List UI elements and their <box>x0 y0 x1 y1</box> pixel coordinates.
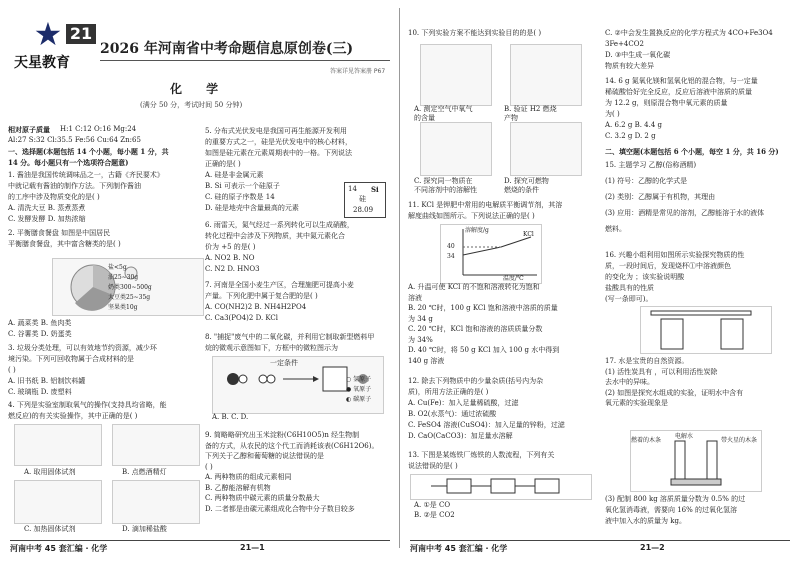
section2-header: 二、填空题(本题包括 6 个小题，每空 1 分，共 16 分) <box>605 147 779 156</box>
brand-logo <box>14 16 96 72</box>
q8-legend-o: ● 氧原子 <box>346 386 372 393</box>
q8-condition: 一定条件 <box>270 359 298 367</box>
lq9-line: A. 两种物质的组成元素相同 <box>205 473 292 481</box>
rq12-line: A. Cu(Fe)：加入足量稀硫酸，过滤 <box>408 399 519 407</box>
lq4-line: 4. 下列是实验室制取氧气的操作(支持具均省略，能 <box>8 401 167 409</box>
rq15-line: 燃料。 <box>605 225 626 233</box>
q17-electrolysis-figure <box>630 430 762 492</box>
q13-flow-diagram <box>410 474 592 500</box>
plate-amount: 油25~30g <box>108 274 139 281</box>
si-number: 14 <box>348 185 357 193</box>
si-mass: 28.09 <box>353 206 374 214</box>
rq13c-line: 物质有较大差异 <box>605 62 654 70</box>
q8-options: A. B. C. D. <box>212 413 249 421</box>
rq13o-line: B. ②是 CO2 <box>414 511 455 519</box>
lq5-line: 如图是硅元素在元素周期表中的一格。下列说法 <box>205 149 352 157</box>
footer-right <box>410 540 790 555</box>
q10-figure-d <box>510 122 582 176</box>
section1-header-1: 一、选择题(本题包括 14 个小题，每小题 1 分，共 <box>8 147 169 156</box>
q10-figure-b <box>510 44 582 106</box>
chart-tick-40: 40 <box>447 243 455 250</box>
lq9-line: B. 乙醇能溶解有机物 <box>205 483 271 492</box>
lq5-line: 正确的是( ) <box>205 160 241 168</box>
lq3-line: A. 旧书纸 B. 铝制饮料罐 <box>8 377 86 385</box>
lq8-line: 8. "捕捉"废气中的二氧化碳，并利用它制取新型燃料甲 <box>205 333 375 341</box>
rq11-line: 11. KCl 是钾肥中常用的电解质平衡调节剂，其溶 <box>408 201 563 209</box>
lq3-line: C. 玻璃瓶 D. 废塑料 <box>8 388 72 396</box>
plate-amount: 奶类300~500g <box>108 284 152 291</box>
q4-option-a: A. 取用固体试剂 <box>24 468 76 476</box>
q10-opt-b1: B. 验证 H2 燃烧 <box>504 105 557 113</box>
rq14-line: 为( ) <box>605 110 620 118</box>
rq13-line: 说法错误的是( ) <box>408 462 458 470</box>
subject-title: 化 学 <box>170 82 229 96</box>
rq11o-line: 溶液 <box>408 293 422 302</box>
q2-option: A. 蔬菜类 B. 鱼肉类 <box>8 319 72 327</box>
chart-xlabel: 温度/℃ <box>503 275 524 282</box>
lq7-line: A. CO(NH2)2 B. NH4H2PO4 <box>205 303 307 311</box>
section1-header-2: 14 分。每小题只有一个选项符合题意) <box>8 158 129 167</box>
star-icon: ★ <box>33 15 63 53</box>
rq17-line: (1) 活性炭具有 ，可以利用活性炭除 <box>605 367 718 376</box>
lq9-line: 备的方式，从农民的这个代工而消耗该表(C6H12O6)。 <box>205 441 379 450</box>
lq6-line: 转化过程中会涉及下列物质，其中氮元素化合 <box>205 232 345 240</box>
rq12-line: D. CaO(CaCO3)：加足量水溶解 <box>408 432 513 440</box>
q4-option-d: D. 滴加稀盐酸 <box>122 525 167 533</box>
q4-figure-a <box>14 424 102 466</box>
rq11o-line: 140 g 溶液 <box>408 356 445 365</box>
lq9-line: 下列关于乙醇和葡萄糖的说法错误的是 <box>205 452 324 460</box>
atomic-masses-2: Al:27 S:32 Cl:35.5 Fe:56 Cu:64 Zn:65 <box>8 136 141 144</box>
rq13c-line: D. ③中生成一氧化碳 <box>605 51 671 59</box>
exam-note: (满分 50 分，考试时间 50 分钟) <box>140 101 243 109</box>
rq16-line: 质，一段时间后，发现烧杯①中溶液颜色 <box>605 262 731 270</box>
rq14-line: A. 6.2 g B. 4.4 g <box>605 121 663 129</box>
lq5-line: A. 硅是非金属元素 <box>205 171 264 179</box>
rq12-line: 12. 除去下列物质中的少量杂质(括号内为杂 <box>408 377 544 385</box>
footer-page: 21—1 <box>240 543 265 552</box>
lq1-line: C. 发酵发酵 D. 加热浓缩 <box>8 215 86 223</box>
q2-option: C. 谷薯类 D. 奶蛋类 <box>8 330 72 338</box>
rq12-line: B. O2(水蒸气)：通过浓硫酸 <box>408 410 497 418</box>
footer-series: 河南中考 45 套汇编 · 化学 <box>10 544 108 553</box>
title-rule <box>100 60 390 61</box>
rq17-line: (2) 如图是探究水组成的实验，证明水中含有 <box>605 388 744 397</box>
q10-opt-d2: 燃烧的条件 <box>504 186 539 194</box>
rq12-line: 质)，所用方法正确的是( ) <box>408 388 489 396</box>
q10-figure-a <box>420 44 492 106</box>
q4-option-b: B. 点燃酒精灯 <box>122 468 167 476</box>
rq11o-line: 为 34 g <box>408 314 433 323</box>
rq11o-line: D. 40 ℃时，将 50 g KCl 加入 100 g 水中得到 <box>408 346 560 354</box>
lq9-line: C. 两种物质中碳元素的质量分数最大 <box>205 494 320 502</box>
lq5-line: D. 硅是地壳中含量最高的元素 <box>205 204 299 212</box>
chart-ylabel: 溶解度/g <box>465 227 489 234</box>
lq9-line: ( ) <box>205 462 213 471</box>
q17-part3-line: 氧化氢消毒液，需要向 16% 的过氧化氢溶 <box>605 506 738 514</box>
lq5-line: 5. 分布式光伏发电是我国可再生能源开发利用 <box>205 127 347 135</box>
answer-note: 答案详见答案册 P67 <box>330 68 386 75</box>
rq15-line: 15. 主题学习 乙醇(俗称酒精) <box>605 161 697 169</box>
lq9-line: D. 二者都是由碳元素组成化合物中分子数目较多 <box>205 504 355 513</box>
q17-part3-line: 液中加入水的质量为 kg。 <box>605 517 686 525</box>
q8-legend-h: ○ 氢原子 <box>346 376 372 383</box>
q17-part3-line: (3) 配制 800 kg 溶质质量分数为 0.5% 的过 <box>605 495 746 503</box>
lq6-line: C. N2 D. HNO3 <box>205 265 260 273</box>
rq16-line: (写一条即可)。 <box>605 295 653 303</box>
exam-title: 2026 年河南省中考命题信息原创卷(三) <box>100 41 354 57</box>
page-badge: 21 <box>66 24 96 44</box>
rq13c-line: C. ②中会发生置换反应的化学方程式为 4CO+Fe3O4 <box>605 29 773 37</box>
plate-amount: 大豆类25~35g <box>108 294 151 301</box>
footer-page-right: 21—2 <box>640 543 665 552</box>
footer-series-right: 河南中考 45 套汇编 · 化学 <box>410 544 508 553</box>
rq16-line: 16. 兴趣小组利用如图所示实验探究物质的性 <box>605 251 745 259</box>
chart-series: KCl <box>523 231 534 238</box>
lq3-line: 3. 垃圾分类处理，可以有效地节约资源，减少环 <box>8 344 157 352</box>
q10-opt-d1: D. 探究可燃物 <box>504 177 549 185</box>
rq16-line: 盐酸具有的性质 <box>605 284 654 292</box>
lq4-line: 燃反应)的有关实验操作，其中正确的是( ) <box>8 412 138 420</box>
rq11o-line: B. 20 ℃时，100 g KCl 饱和溶液中溶质的质量 <box>408 304 558 312</box>
q10-opt-c1: C. 探究同一物质在 <box>414 177 473 185</box>
rq11o-line: A. 升温可使 KCl 的不饱和溶液转化为饱和 <box>408 283 540 291</box>
q4-figure-b <box>112 424 200 466</box>
atomic-masses-1: H:1 C:12 O:16 Mg:24 <box>60 125 137 133</box>
rq14-line: 稀硫酸恰好完全反应，反应后溶液中溶质的质量 <box>605 88 752 96</box>
rq11-line: 解度曲线如图所示。下列说法正确的是( ) <box>408 212 535 220</box>
plate-amount: 盐<5g <box>108 264 127 271</box>
lq6-line: A. NO2 B. NO <box>205 254 255 262</box>
kcl-solubility-chart <box>440 224 542 284</box>
rq13o-line: A. ①是 CO <box>414 501 451 509</box>
label-glowing-stick: 带火星的木条 <box>721 437 758 444</box>
q4-figure-c <box>14 480 102 524</box>
q8-legend-c: ◐ 碳原子 <box>346 396 372 403</box>
footer-left <box>10 540 390 555</box>
q10-opt-b2: 产物 <box>504 114 518 122</box>
chart-tick-34: 34 <box>447 253 455 260</box>
right-page <box>400 0 800 566</box>
label-electrolysis: 电解水 <box>675 433 694 440</box>
label-burning-stick: 燃着的木条 <box>631 437 662 444</box>
rq14-line: 14. 6 g 氮氧化镁和氢氧化铝的混合物，与一定量 <box>605 77 758 85</box>
lq7-line: C. Ca3(PO4)2 D. KCl <box>205 314 279 322</box>
q10-figure-c <box>420 122 492 176</box>
lq5-line: C. 硅的原子序数是 14 <box>205 193 275 201</box>
atomic-title: 相对原子质量 <box>8 125 50 134</box>
rq17-line: 氧元素的实验现象是 <box>605 399 668 407</box>
lq5-line: 的重要方式之一，硅是光伏发电中的核心材料， <box>205 138 352 146</box>
si-symbol: Si <box>371 185 379 194</box>
rq11o-line: C. 20 ℃时，KCl 饱和溶液的溶质质量分数 <box>408 325 543 333</box>
q10-opt-c2: 不同溶剂中的溶解性 <box>414 186 477 194</box>
rq15-line: (1) 符号：乙醇的化学式是 <box>605 177 688 185</box>
lq2-line: 2. 平衡膳食餐盘 如图是中国居民 <box>8 229 111 237</box>
plate-amount: 坚果类10g <box>108 304 138 311</box>
lq1-line: A. 清洗大豆 B. 蒸煮蒸煮 <box>8 204 86 212</box>
rq13-line: 13. 下图是某炼铁厂炼铁的人数流程，下列有关 <box>408 451 555 459</box>
lq7-line: 7. 河南是全国小麦生产区，合理施肥可提高小麦 <box>205 281 354 289</box>
lq1-line: 1. 酱油是我国传统调味品之一，古籍《齐民要术》 <box>8 171 164 179</box>
rq17-line: 去水中的异味。 <box>605 378 654 386</box>
lq2-line: 平衡膳食餐盘，其中富含糖类的是( ) <box>8 240 121 248</box>
lq3-line: 境污染。下列可回收物属于合成材料的是 <box>8 355 134 363</box>
lq6-line: 价为 +5 的是( ) <box>205 243 256 251</box>
rq15-line: (2) 类别：乙醇属于有机物，其理由 <box>605 193 716 201</box>
silicon-element-cell <box>344 182 386 218</box>
rq11o-line: 为 34% <box>408 335 433 344</box>
rq16-line: 的变化为 ；该实验说明酸 <box>605 273 685 281</box>
lq5-line: B. Si 可表示一个硅原子 <box>205 182 280 190</box>
rq12-line: C. FeSO4 溶液(CuSO4)：加入足量的锌粉，过滤 <box>408 421 565 429</box>
lq3-line: ( ) <box>8 366 16 374</box>
lq6-line: 6. 雨雷天，氮气经过一系列转化可以生成硝酸， <box>205 221 354 229</box>
q4-option-c: C. 加热固体试剂 <box>24 525 76 533</box>
lq1-line: 的工序中涉及物质变化的是( ) <box>8 193 100 201</box>
q10-opt-a1: A. 测定空气中氧气 <box>414 105 473 113</box>
rq13c-line: 3Fe+4CO2 <box>605 40 644 48</box>
q10-opt-a2: 的含量 <box>414 114 435 122</box>
q16-beaker-figure <box>640 306 772 354</box>
brand-name: 天星教育 <box>14 55 70 71</box>
rq10-line: 10. 下列实验方案不能达到实验目的的是( ) <box>408 29 542 37</box>
lq7-line: 产量。下列化肥中属于复合肥的是( ) <box>205 292 318 300</box>
rq15-line: (3) 应用：酒精是常见的溶剂，乙醇能溶于水的液体 <box>605 209 765 217</box>
rq14-line: 为 12.2 g，则原混合物中氧元素的质量 <box>605 99 728 107</box>
rq17-line: 17. 水是宝贵的自然资源。 <box>605 357 689 365</box>
si-name: 硅 <box>359 195 366 203</box>
lq9-line: 9. 简略略研究出玉米淀粉(C6H10O5)n 经生物制 <box>205 431 360 439</box>
q4-figure-d <box>112 480 200 524</box>
rq14-line: C. 3.2 g D. 2 g <box>605 132 656 140</box>
lq8-line: 烷的微观示意图如下，方框中的微粒图示为 <box>205 344 338 352</box>
lq1-line: 中就记载有酱油的制作方法。下列制作酱油 <box>8 182 141 190</box>
